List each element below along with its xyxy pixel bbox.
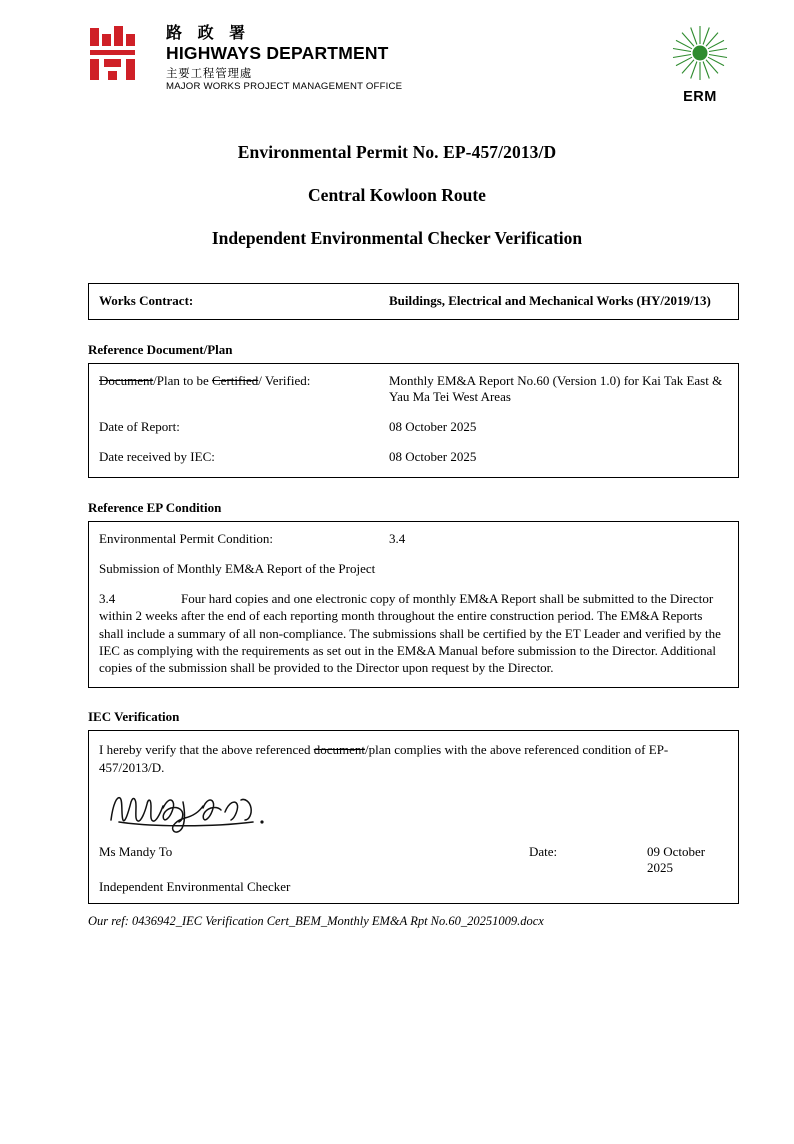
reference-document-value: Monthly EM&A Report No.60 (Version 1.0) for Kai Tak East & Yau Ma Tei West Areas xyxy=(389,373,723,404)
iec-verification-section-label: IEC Verification xyxy=(88,709,180,725)
reference-ep-box xyxy=(88,521,739,688)
ep-condition-row xyxy=(99,531,728,547)
reference-document-box xyxy=(88,363,739,478)
highways-department-text xyxy=(166,22,402,94)
document-page xyxy=(0,22,794,1144)
signer-name: Ms Mandy To xyxy=(99,843,173,859)
iec-statement-part1: I hereby verify that the above referenced xyxy=(99,742,314,758)
reference-document-label xyxy=(99,373,389,389)
hd-chinese-name: 路 政 署 xyxy=(166,23,251,42)
page-title-verification: Independent Environmental Checker Verification xyxy=(211,228,583,248)
ep-condition-label: Environmental Permit Condition: xyxy=(99,531,274,546)
works-contract-value: Buildings, Electrical and Mechanical Works (HY/2019/13) xyxy=(389,293,711,308)
reference-document-label-mid: /Plan to be xyxy=(153,373,213,388)
ep-condition-text xyxy=(99,590,728,676)
signature-date-label: Date: xyxy=(529,843,558,859)
date-received-by-iec-value: 08 October 2025 xyxy=(389,449,477,464)
erm-logo-block xyxy=(661,24,739,105)
reference-document-label-strike-certified: Certified xyxy=(212,373,259,388)
highways-department-logo-block xyxy=(88,22,402,94)
works-contract-label: Works Contract: xyxy=(99,293,194,308)
our-ref-label: Our ref: xyxy=(88,913,129,928)
reference-document-row-date-received xyxy=(99,449,728,465)
date-of-report-label: Date of Report: xyxy=(99,419,180,434)
ep-condition-value: 3.4 xyxy=(389,531,406,546)
reference-document-label-end: / Verified: xyxy=(258,373,311,388)
signature-row xyxy=(99,844,728,876)
hd-chinese-office: 主要工程管理處 xyxy=(166,65,253,80)
our-ref-value: 0436942_IEC Verification Cert_BEM_Monthly EM&A Rpt No.60_20251009.docx xyxy=(131,913,544,928)
signature-date-value: 09 October 2025 xyxy=(647,843,706,875)
reference-ep-section-label: Reference EP Condition xyxy=(88,500,222,515)
reference-document-section-label: Reference Document/Plan xyxy=(88,342,233,357)
document-titles xyxy=(0,142,794,249)
erm-logo-icon xyxy=(661,24,739,87)
our-ref-footer xyxy=(88,914,739,929)
date-received-by-iec-label: Date received by IEC: xyxy=(99,449,215,464)
page-title-permit-no: Environmental Permit No. EP-457/2013/D xyxy=(237,142,557,162)
iec-statement xyxy=(99,741,728,776)
ep-condition-subtitle: Submission of Monthly EM&A Report of the Project xyxy=(99,561,376,576)
signer-title: Independent Environmental Checker xyxy=(99,878,291,894)
ep-clause-number: 3.4 xyxy=(99,591,116,606)
works-contract-box xyxy=(88,283,739,320)
date-of-report-value: 08 October 2025 xyxy=(389,419,477,434)
ep-clause-text: Four hard copies and one electronic copy of monthly EM&A Report shall be submitted to the Director within 2 weeks after the end of each reporting month throughout the entire construction period. The EM&A Reports shall include a summary of all non-compliance. The submissions shall be certified by the ET Leader and verified by the IEC as complying with the requirements as set out in the EM&A Manual before submission to the Director. Additional copies of the submission shall be provided to the Director upon request by the Director. xyxy=(99,591,721,676)
hd-english-office: MAJOR WORKS PROJECT MANAGEMENT OFFICE xyxy=(166,81,403,93)
hd-english-name: HIGHWAYS DEPARTMENT xyxy=(166,43,389,64)
reference-document-row-date-of-report xyxy=(99,419,728,435)
handwritten-signature-icon xyxy=(105,786,728,840)
erm-label: ERM xyxy=(683,89,717,105)
reference-document-label-strike-document: Document xyxy=(99,373,154,388)
page-title-project: Central Kowloon Route xyxy=(308,185,486,205)
document-header xyxy=(88,22,739,132)
iec-verification-box xyxy=(88,730,739,904)
iec-statement-strike-document: document xyxy=(313,742,366,758)
reference-document-row-document xyxy=(99,373,728,405)
highways-department-logo-icon xyxy=(88,26,154,82)
iec-statement-part2: /plan complies with the above referenced condition of EP-457/2013/D. xyxy=(99,742,669,775)
